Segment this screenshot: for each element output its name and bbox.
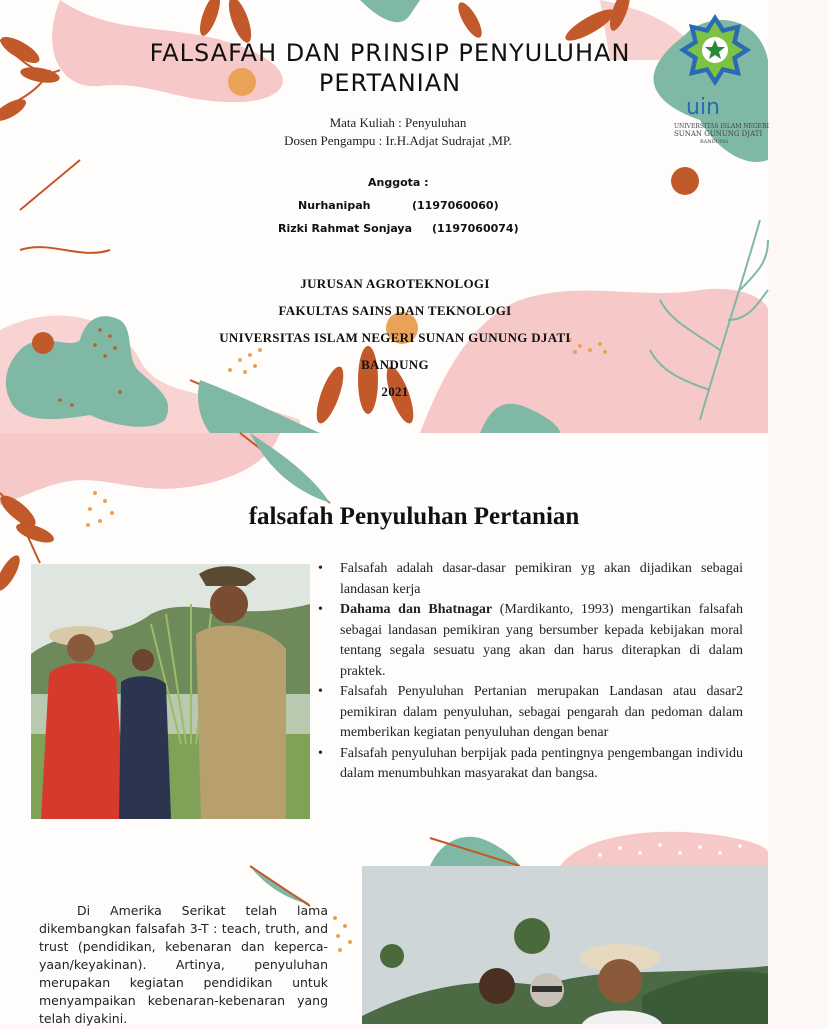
bullet-item: [316, 682, 743, 744]
photo-image: [362, 866, 768, 1024]
photo-image: [31, 564, 310, 819]
university-text: UNIVERSITAS ISLAM NEGERI SUNAN GUNUNG DJATI: [219, 330, 571, 345]
uin-logo: [672, 8, 769, 148]
men-in-field-photo: [362, 866, 768, 1024]
uin-star-logo-icon: [672, 8, 769, 148]
member-1-name: Nurhanipah: [298, 199, 371, 212]
paragraph-3t: Di Amerika Serikat telah lama dikembangkan falsafah 3-T : teach, truth, and trust (pendidikan, kebenaran dan keperca-yaan/keyakinan). Artinya, penyuluhan merupakan kegiatan pendidikan untuk menyampaikan kebenaran-kebenaran yang telah diyakini.: [39, 903, 328, 1026]
city-text: BANDUNG: [361, 357, 429, 372]
bullet-text: Falsafah Penyuluhan Pertanian merupakan Landasan atau dasar2 pemikiran dalam penyuluhan, sebagai pengarah dan pedoman dalam memberikan kegiatan penyuluhan dengan benar: [340, 684, 743, 740]
bullet-bold-text: Dahama dan Bhatnagar: [340, 602, 493, 617]
member-1-id: (1197060060): [412, 199, 499, 212]
logo-text-line2: SUNAN GUNUNG DJATI: [674, 130, 763, 138]
logo-text-line1: UNIVERSITAS ISLAM NEGERI: [674, 123, 769, 130]
slide-falsafah: [0, 433, 768, 866]
department-text: JURUSAN AGROTEKNOLOGI: [300, 276, 490, 291]
section-title: falsafah Penyuluhan Pertanian: [248, 503, 580, 530]
bullet-list: [316, 559, 743, 785]
farmers-in-rice-field-photo: [31, 564, 310, 819]
members-heading: Anggota :: [368, 176, 429, 189]
bullet-item: [316, 744, 743, 785]
page-title: [0, 38, 780, 98]
slide-title: [0, 0, 768, 433]
logo-text-uin: uin: [686, 95, 720, 120]
member-2-name: Rizki Rahmat Sonjaya: [278, 222, 413, 235]
bullet-item: [316, 559, 743, 600]
logo-text-line3: BANDUNG: [700, 139, 729, 145]
slide-3t: [0, 866, 768, 1024]
title-line-2: PERTANIAN: [318, 69, 462, 97]
bullet-text: Falsafah penyuluhan berpijak pada pentingnya pengembangan individu dalam menumbuhkan masyarakat dan bangsa.: [340, 745, 743, 781]
course-text: Mata Kuliah : Penyuluhan: [329, 115, 467, 130]
member-2-id: (1197060074): [432, 222, 519, 235]
bullet-item: [316, 600, 743, 682]
faculty-text: FAKULTAS SAINS DAN TEKNOLOGI: [278, 303, 512, 318]
lecturer-text: Dosen Pengampu : Ir.H.Adjat Sudrajat ,MP.: [284, 133, 512, 148]
year-text: 2021: [381, 384, 409, 399]
title-line-1: FALSAFAH DAN PRINSIP PENYULUHAN: [149, 39, 631, 67]
bullet-text: Falsafah adalah dasar-dasar pemikiran yg akan dijadikan sebagai landasan kerja: [340, 561, 743, 597]
bullet-text: (Mardikanto, 1993) mengartikan falsafah sebagai landasan pemikiran yang bersumber kepada kebijakan moral tentang segala sesuatu yang akan dan harus diterapkan di dalam praktek.: [340, 602, 743, 679]
